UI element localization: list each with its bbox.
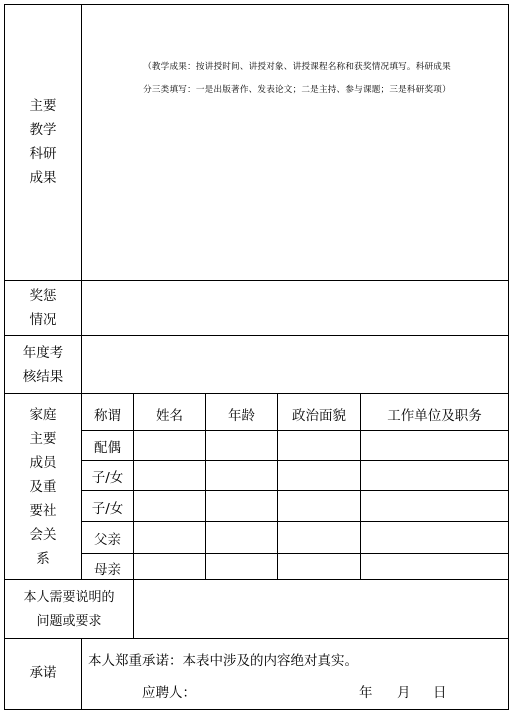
family-header-name: 姓名 [156, 408, 183, 424]
date-year-label: 年 [359, 685, 373, 701]
row-divider [4, 638, 509, 639]
achievements-input-area[interactable] [82, 5, 508, 280]
family-header-age: 年龄 [228, 408, 255, 424]
family-header-relation: 称谓 [94, 408, 121, 424]
family-grid-line [81, 521, 509, 522]
assessment-label: 年度考 核结果 [22, 345, 64, 385]
assessment-input-area[interactable] [82, 336, 508, 393]
pledge-column-divider [81, 638, 82, 710]
family-label: 家庭 主要 成员 及重 要社 会关 系 [29, 407, 57, 567]
table-border-right [508, 4, 509, 710]
pledge-label: 承诺 [29, 665, 57, 681]
notes-label: 本人需要说明的 问题或要求 [23, 590, 115, 629]
row-divider [4, 393, 509, 394]
family-grid-line [81, 490, 509, 491]
date-month-label: 月 [397, 685, 411, 701]
notes-input-area[interactable] [134, 580, 508, 638]
family-grid-line [81, 430, 509, 431]
family-grid-line [81, 553, 509, 554]
family-relation-spouse: 配偶 [94, 440, 121, 456]
applicant-label: 应聘人： [142, 685, 196, 701]
family-relation-child: 子/女 [91, 470, 124, 486]
date-day-label: 日 [433, 685, 447, 701]
family-header-political-status: 政治面貌 [292, 408, 346, 424]
family-header-employer-position: 工作单位及职务 [387, 408, 482, 424]
pledge-statement: 本人郑重承诺：本表中涉及的内容绝对真实。 [88, 653, 358, 669]
family-relation-child: 子/女 [91, 501, 124, 517]
awards-label: 奖惩 情况 [29, 288, 57, 328]
family-relation-mother: 母亲 [94, 562, 121, 578]
awards-input-area[interactable] [82, 281, 508, 335]
table-border-bottom [4, 709, 509, 710]
achievements-label: 主要 教学 科研 成果 [29, 98, 57, 186]
achievements-instructions: （教学成果：按讲授时间、讲授对象、讲授课程名称和获奖情况填写。科研成果 分三类填写：一是出版著作、发表论文；二是主持、参与课题；三是科研奖项） [143, 62, 451, 95]
family-grid-line [81, 460, 509, 461]
family-relation-father: 父亲 [94, 532, 121, 548]
